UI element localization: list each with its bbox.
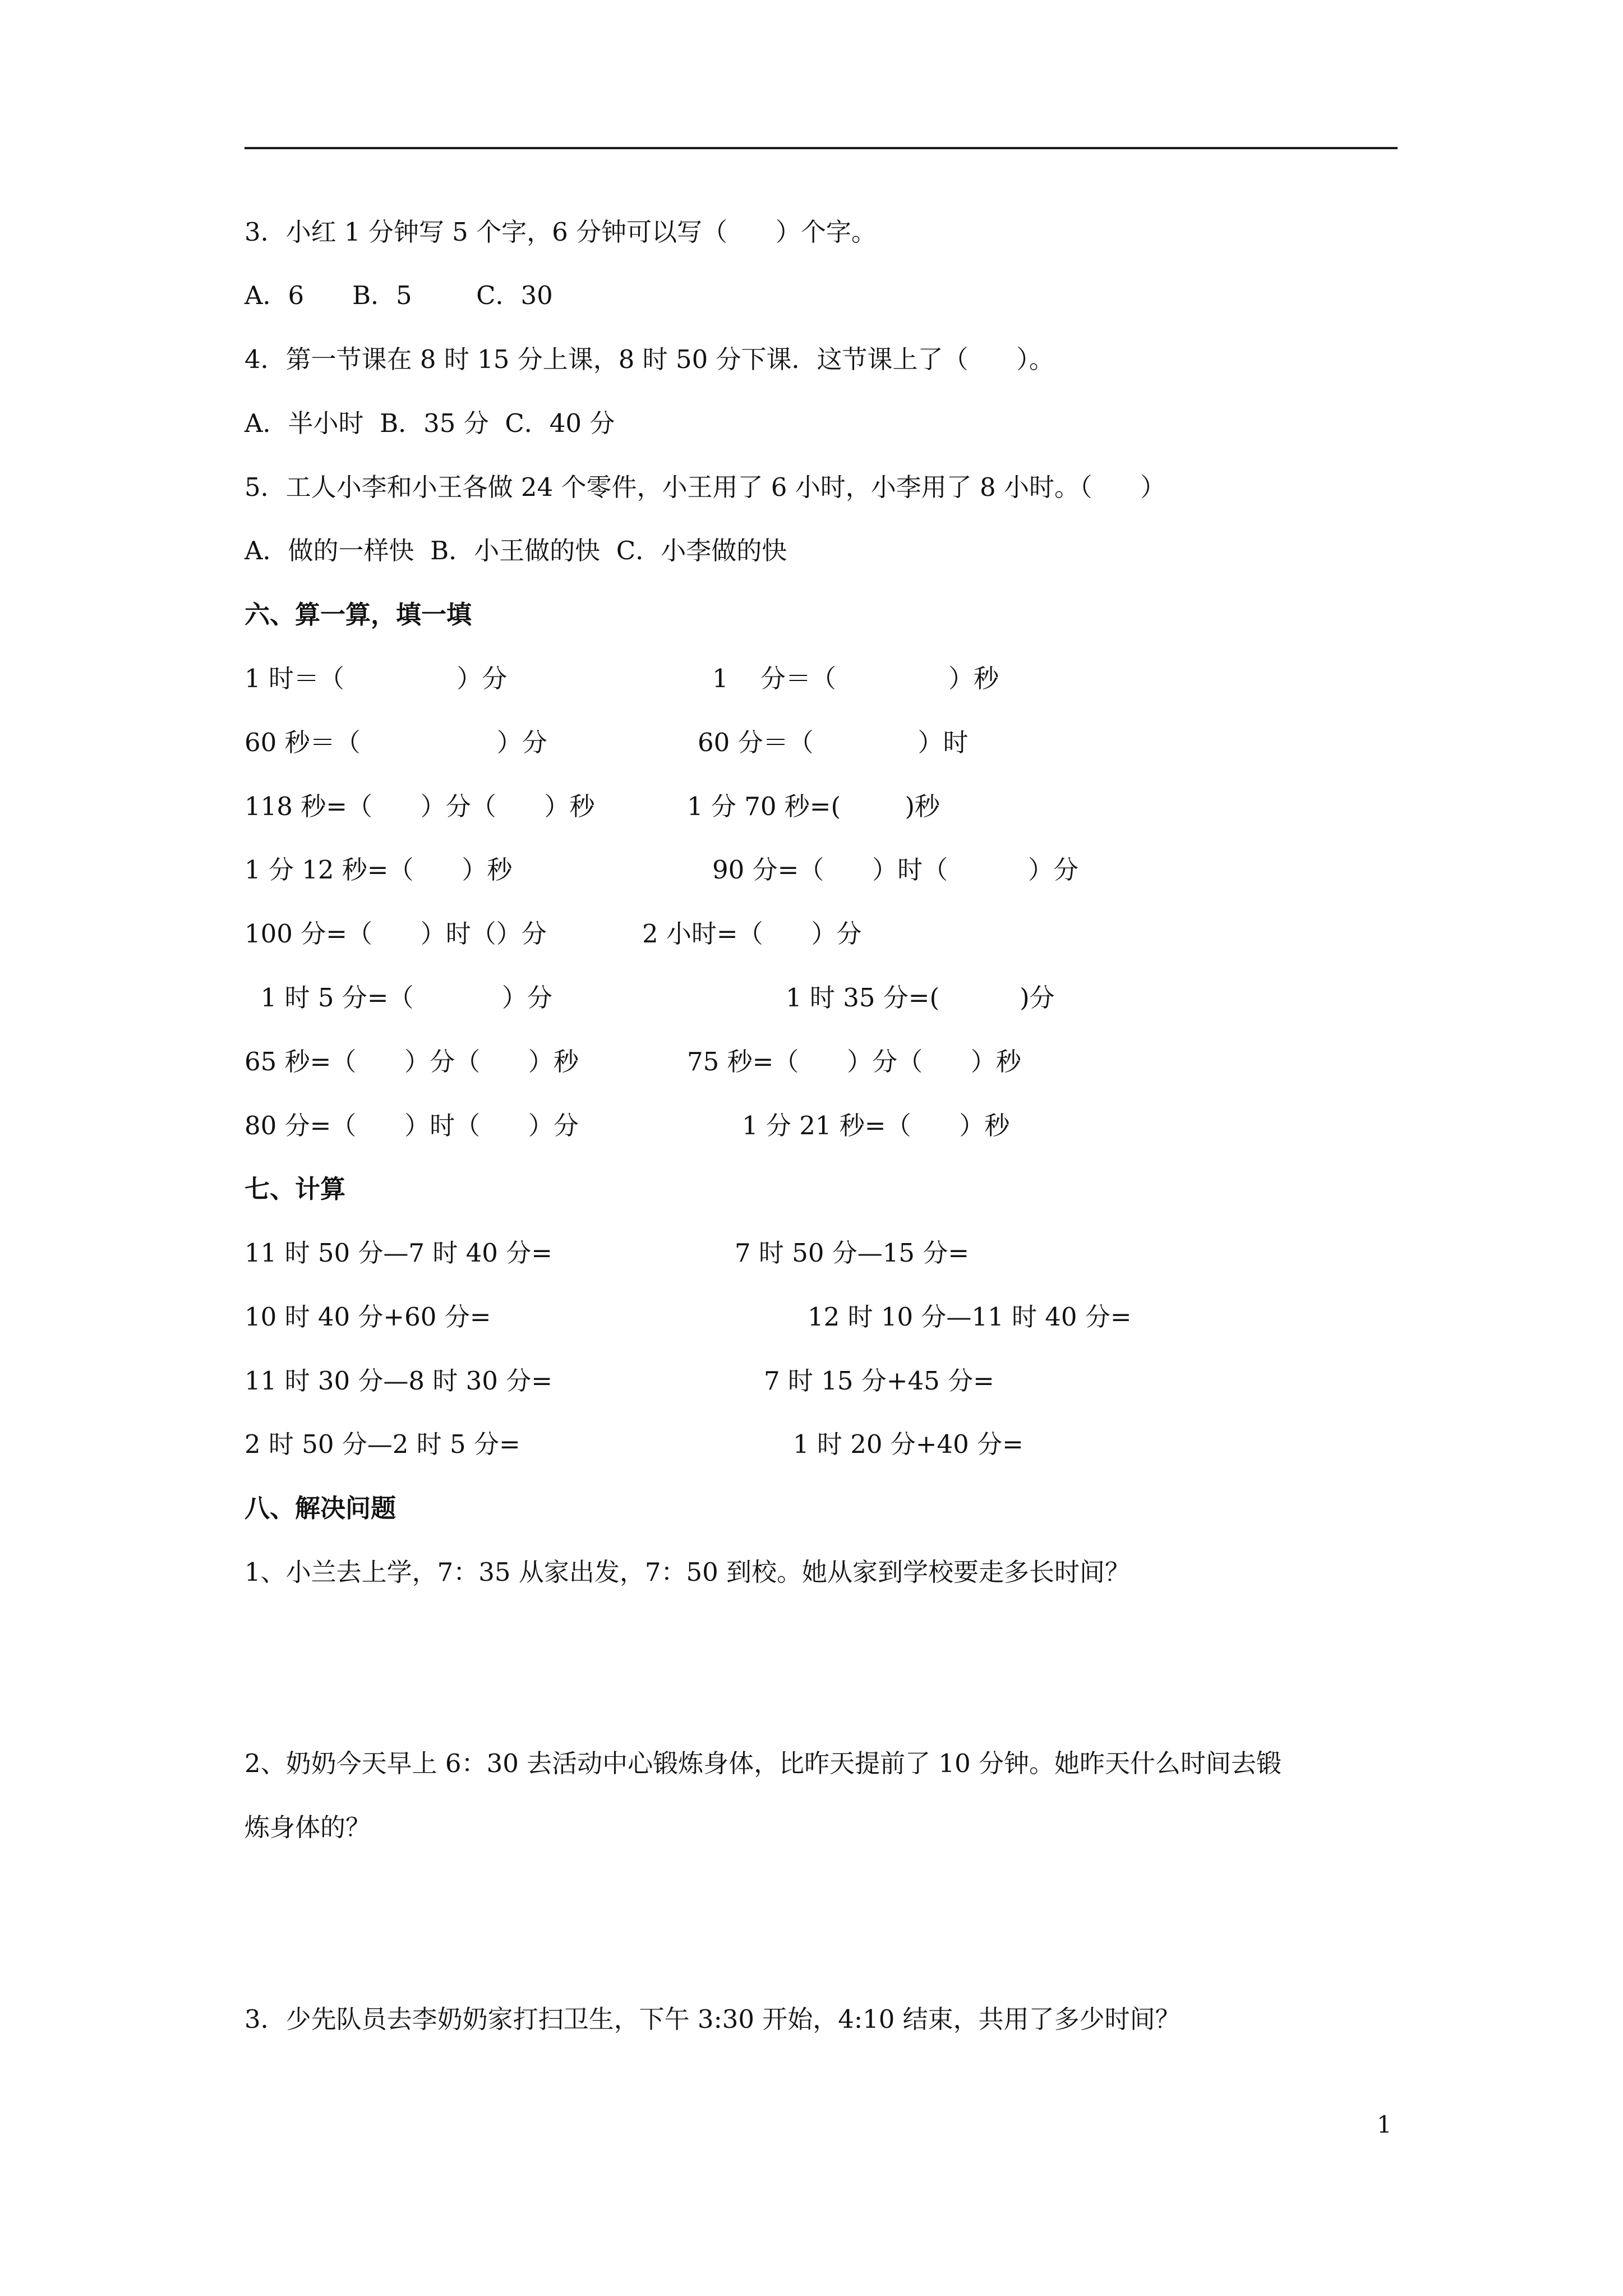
s6-row6-right: 1 时 35 分=( )分	[786, 983, 1055, 1013]
problem-2-line2: 炼身体的？	[245, 1812, 371, 1842]
s7-row3-left: 11 时 30 分—8 时 30 分=	[245, 1366, 552, 1396]
s6-row7-right: 75 秒=（ ）分（ ）秒	[687, 1047, 1021, 1076]
s6-row2-left: 60 秒＝（ ）分	[245, 728, 547, 757]
s7-row2-left: 10 时 40 分+60 分=	[245, 1302, 491, 1332]
question-4-options: A．半小时 B．35 分 C．40 分	[245, 408, 615, 438]
problem-1: 1、小兰去上学，7：35 从家出发，7：50 到校。她从家到学校要走多长时间？	[245, 1557, 1131, 1587]
s6-row7-left: 65 秒=（ ）分（ ）秒	[245, 1047, 579, 1076]
s7-row4-right: 1 时 20 分+40 分=	[793, 1429, 1023, 1459]
s6-row3-left: 118 秒=（ ）分（ ）秒	[245, 792, 595, 821]
s6-row4-left: 1 分 12 秒=（ ）秒	[245, 855, 513, 885]
question-3-options: A．6 B．5 C．30	[245, 280, 553, 310]
s6-row1-right: 1 分＝（ ）秒	[712, 664, 999, 693]
question-4-stem: 4．第一节课在 8 时 15 分上课，8 时 50 分下课．这节课上了（ ）。	[245, 344, 1054, 374]
page-number: 1	[1377, 2111, 1392, 2138]
section-8-title: 八、解决问题	[245, 1493, 396, 1523]
section-7-title: 七、计算	[245, 1174, 346, 1204]
question-5-stem: 5．工人小李和小王各做 24 个零件，小王用了 6 小时，小李用了 8 小时。（ ）	[245, 472, 1166, 502]
s7-row1-left: 11 时 50 分—7 时 40 分=	[245, 1238, 552, 1268]
question-3-stem: 3．小红 1 分钟写 5 个字，6 分钟可以写（ ）个字。	[245, 217, 877, 247]
s6-row8-left: 80 分=（ ）时（ ）分	[245, 1111, 579, 1140]
problem-2-line1: 2、奶奶今天早上 6：30 去活动中心锻炼身体，比昨天提前了 10 分钟。她昨天什么时间去锻	[245, 1749, 1282, 1778]
problem-3: 3．少先队员去李奶奶家打扫卫生，下午 3:30 开始，4:10 结束，共用了多少时间？	[245, 2004, 1181, 2034]
s6-row8-right: 1 分 21 秒=（ ）秒	[742, 1111, 1010, 1140]
s6-row6-left: 1 时 5 分=（ ）分	[245, 983, 552, 1013]
s7-row2-right: 12 时 10 分—11 时 40 分=	[808, 1302, 1132, 1332]
s6-row1-left: 1 时＝（ ）分	[245, 664, 508, 693]
s7-row1-right: 7 时 50 分—15 分=	[735, 1238, 970, 1268]
s6-row4-right: 90 分=（ ）时（ ）分	[712, 855, 1079, 885]
s7-row3-right: 7 时 15 分+45 分=	[764, 1366, 994, 1396]
s6-row5-left: 100 分=（ ）时（）分	[245, 919, 547, 949]
s6-row2-right: 60 分＝（ ）时	[698, 728, 969, 757]
section-6-title: 六、算一算，填一填	[245, 600, 472, 629]
s6-row5-right: 2 小时=（ ）分	[642, 919, 862, 949]
s6-row3-right: 1 分 70 秒=( )秒	[687, 792, 940, 821]
question-5-options: A．做的一样快 B．小王做的快 C．小李做的快	[245, 536, 787, 565]
header-rule	[245, 147, 1398, 149]
s7-row4-left: 2 时 50 分—2 时 5 分=	[245, 1429, 520, 1459]
